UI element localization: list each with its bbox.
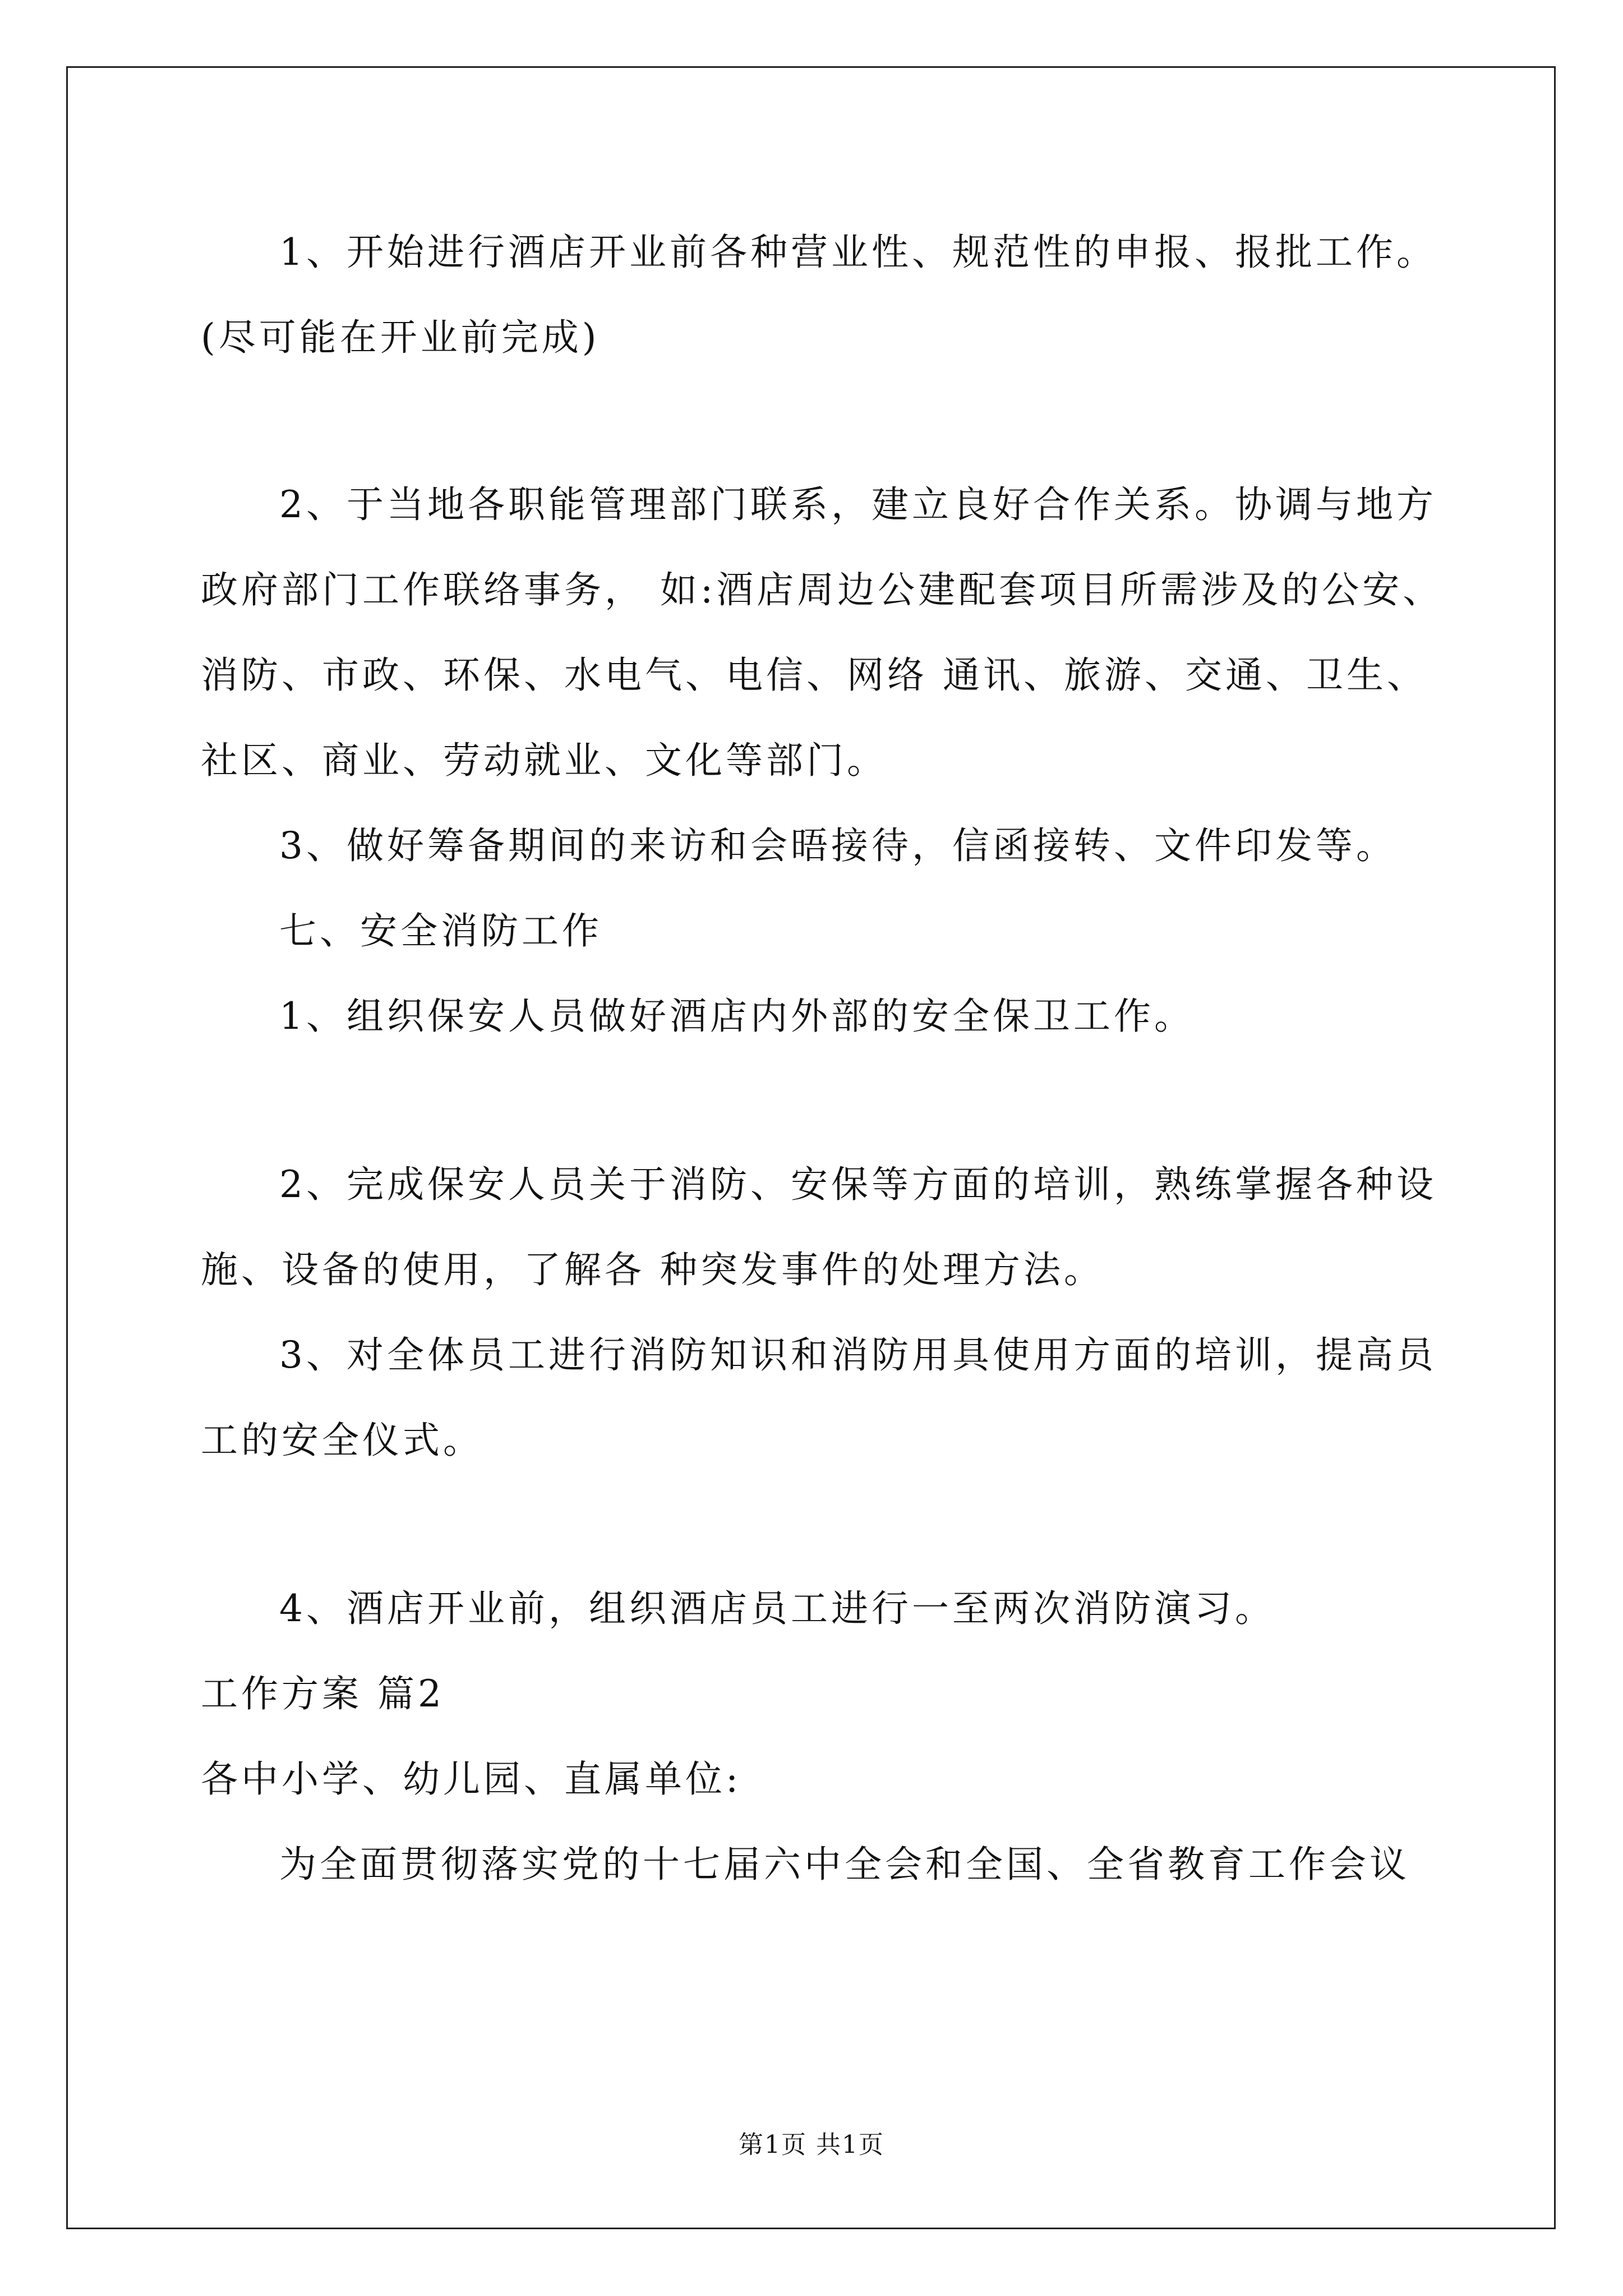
salutation: 各中小学、幼儿园、直属单位:	[201, 1757, 742, 1801]
page-footer: 第1页 共1页	[739, 2131, 884, 2159]
paragraph-line: 3、做好筹备期间的来访和会晤接待，信函接转、文件印发等。	[279, 824, 1396, 867]
paragraph-line: 1、组织保安人员做好酒店内外部的安全保卫工作。	[279, 995, 1195, 1038]
paragraph-line: 1、开始进行酒店开业前各种营业性、规范性的申报、报批工作。	[279, 231, 1437, 274]
paragraph-line: 工的安全仪式。	[201, 1419, 483, 1462]
paragraph-line: 为全面贯彻落实党的十七届六中全会和全国、全省教育工作会议	[279, 1843, 1410, 1886]
paragraph-line: 政府部门工作联络事务， 如:酒店周边公建配套项目所需涉及的公安、	[201, 568, 1444, 611]
page-border	[66, 66, 1556, 2229]
paragraph-line: 4、酒店开业前，组织酒店员工进行一至两次消防演习。	[279, 1587, 1275, 1630]
paragraph-line: (尽可能在开业前完成)	[201, 316, 600, 359]
paragraph-line: 消防、市政、环保、水电气、电信、网络 通讯、旅游、交通、卫生、	[201, 654, 1427, 697]
paragraph-line: 社区、商业、劳动就业、文化等部门。	[201, 739, 887, 782]
paragraph-line: 2、于当地各职能管理部门联系，建立良好合作关系。协调与地方	[279, 483, 1437, 526]
section-title: 工作方案 篇2	[201, 1672, 445, 1715]
paragraph-line: 2、完成保安人员关于消防、安保等方面的培训，熟练掌握各种设	[279, 1163, 1437, 1206]
paragraph-line: 3、对全体员工进行消防知识和消防用具使用方面的培训，提高员	[279, 1333, 1437, 1377]
section-heading: 七、安全消防工作	[279, 909, 602, 953]
paragraph-line: 施、设备的使用，了解各 种突发事件的处理方法。	[201, 1248, 1104, 1291]
